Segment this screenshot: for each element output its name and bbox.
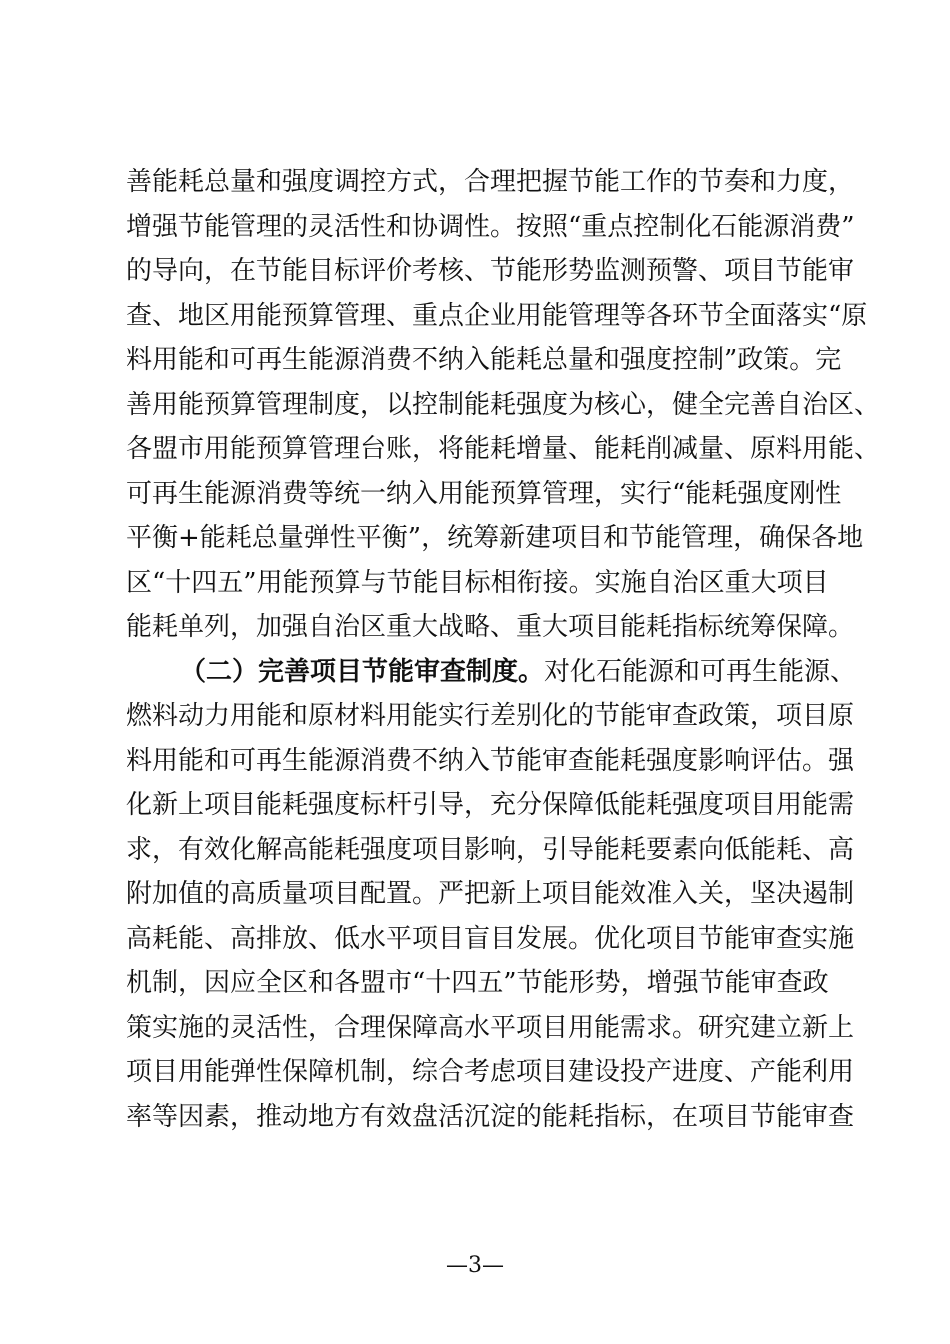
page-number: —3—	[446, 1253, 504, 1278]
text-line: 善用能预算管理制度，以控制能耗强度为核心，健全完善自治区、	[126, 389, 881, 420]
text-line: 项目用能弹性保障机制，综合考虑项目建设投产进度、产能利用	[126, 1057, 855, 1087]
text-line: 增强节能管理的灵活性和协调性。按照“重点控制化石能源消费”	[126, 211, 855, 242]
text-line: 高耗能、高排放、低水平项目盲目发展。优化项目节能审查实施	[126, 923, 855, 954]
text-line: 能耗单列，加强自治区重大战略、重大项目能耗指标统筹保障。	[126, 612, 855, 642]
text-line: 附加值的高质量项目配置。严把新上项目能效准入关，坚决遏制	[126, 879, 855, 909]
text-line: 料用能和可再生能源消费不纳入节能审查能耗强度影响评估。强	[126, 745, 855, 776]
text-line: 策实施的灵活性，合理保障高水平项目用能需求。研究建立新上	[126, 1012, 855, 1043]
text-line: 善能耗总量和强度调控方式，合理把握节能工作的节奏和力度，	[126, 167, 855, 197]
text-line: 率等因素，推动地方有效盘活沉淀的能耗指标，在项目节能审查	[126, 1101, 855, 1132]
paragraph-1	[126, 160, 881, 650]
text-line: 燃料动力用能和原材料用能实行差别化的节能审查政策，项目原	[126, 701, 855, 731]
text-line: 料用能和可再生能源消费不纳入能耗总量和强度控制”政策。完	[126, 345, 842, 375]
text-line: 化新上项目能耗强度标杆引导，充分保障低能耗强度项目用能需	[126, 790, 855, 820]
text-line: 各盟市用能预算管理台账，将能耗增量、能耗削减量、原料用能、	[126, 434, 881, 464]
text-line: 平衡+能耗总量弹性平衡”，统筹新建项目和节能管理，确保各地	[126, 523, 864, 553]
text-line: 查、地区用能预算管理、重点企业用能管理等各环节全面落实“原	[126, 300, 868, 331]
text-line: 求，有效化解高能耗强度项目影响，引导能耗要素向低能耗、高	[126, 834, 855, 865]
paragraph-2-first-line	[126, 650, 857, 695]
text-line: 可再生能源消费等统一纳入用能预算管理，实行“能耗强度刚性	[126, 478, 842, 509]
text-span: 对化石能源和可再生能源、	[544, 656, 857, 687]
document-body	[126, 160, 881, 1139]
paragraph-2	[126, 650, 857, 1140]
section-heading: （二）完善项目节能审查制度。	[180, 656, 545, 687]
text-line: 的导向，在节能目标评价考核、节能形势监测预警、项目节能审	[126, 256, 855, 286]
text-line: 机制，因应全区和各盟市“十四五”节能形势，增强节能审查政	[126, 968, 829, 998]
text-line: 区“十四五”用能预算与节能目标相衔接。实施自治区重大项目	[126, 567, 829, 598]
